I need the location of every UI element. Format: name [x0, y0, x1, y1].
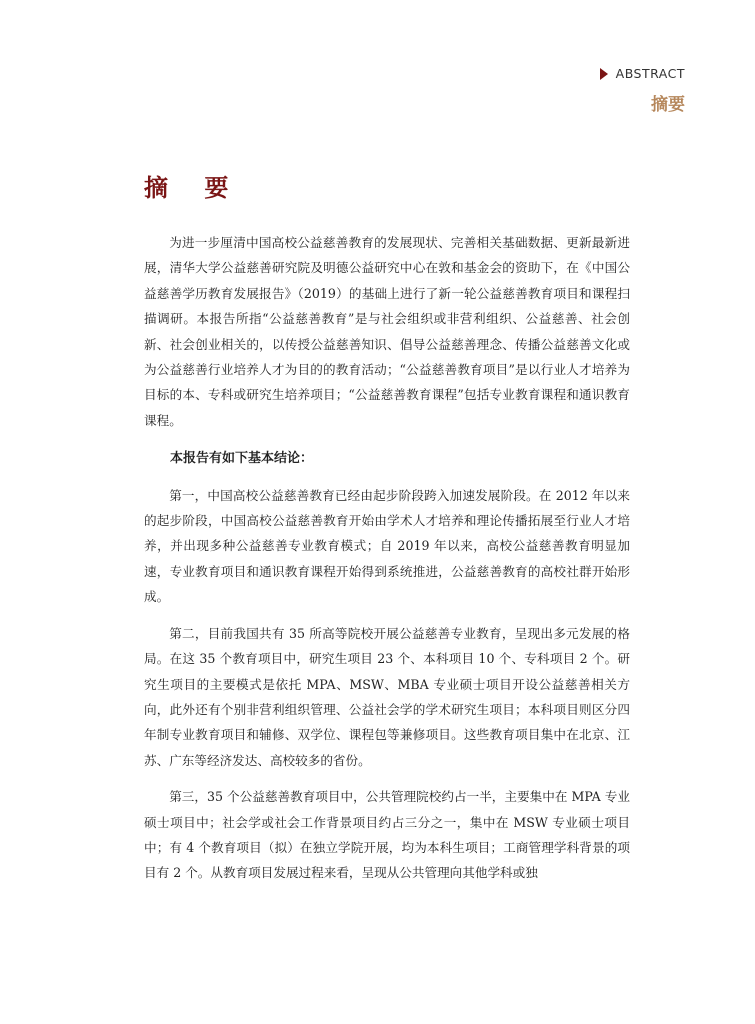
conclusion-paragraph-3: 第三，35 个公益慈善教育项目中，公共管理院校约占一半，主要集中在 MPA 专业硕士项目中；社会学或社会工作背景项目约占三分之一，集中在 MSW 专业硕士项目中；有 4 个教育项目（拟）在独立学院开展，均为本科生项目；工商管理学科背景的项目有 2 个。从教育项目发展过程来看，呈现从公共管理向其他学科或独 [144, 789, 630, 881]
body-text [144, 230, 630, 886]
conclusion-paragraph-1: 第一，中国高校公益慈善教育已经由起步阶段跨入加速发展阶段。在 2012 年以来的起步阶段，中国高校公益慈善教育开始由学术人才培养和理论传播拓展至行业人才培养，并出现多种公益慈善专业教育模式；自 2019 年以来，高校公益慈善教育明显加速，专业教育项目和通识教育课程开始得到系统推进，公益慈善教育的高校社群开始形成。 [144, 487, 630, 605]
triangle-marker-icon [600, 68, 608, 80]
section-label: ABSTRACT [615, 66, 685, 81]
conclusions-subheading: 本报告有如下基本结论： [170, 451, 314, 467]
intro-paragraph: 为进一步厘清中国高校公益慈善教育的发展现状、完善相关基础数据、更新最新进展，清华大学公益慈善研究院及明德公益研究中心在敦和基金会的资助下，在《中国公益慈善学历教育发展报告》（2019）的基础上进行了新一轮公益慈善教育项目和课程扫描调研。本报告所指“公益慈善教育”是与社会组织或非营利组织、公益慈善、社会创新、社会创业相关的，以传授公益慈善知识、倡导公益慈善理念、传播公益慈善文化或为公益慈善行业培养人才为目的的教育活动；“公益慈善教育项目”是以行业人才培养为目标的本、专科或研究生培养项目；“公益慈善教育课程”包括专业教育课程和通识教育课程。 [144, 235, 630, 428]
section-header-tag [600, 66, 685, 81]
conclusion-paragraph-2: 第二，目前我国共有 35 所高等院校开展公益慈善专业教育，呈现出多元发展的格局。在这 35 个教育项目中，研究生项目 23 个、本科项目 10 个、专科项目 2 个。研究生项目的主要模式是依托 MPA、MSW、MBA 专业硕士项目开设公益慈善相关方向，此外还有个别非营利组织管理、公益社会学的学术研究生项目；本科项目则区分四年制专业教育项目和辅修、双学位、课程包等兼修项目。这些教育项目集中在北京、江苏、广东等经济发达、高校较多的省份。 [144, 625, 630, 768]
page-title: 摘 要 [144, 174, 243, 202]
section-title-cn: 摘要 [651, 95, 685, 115]
